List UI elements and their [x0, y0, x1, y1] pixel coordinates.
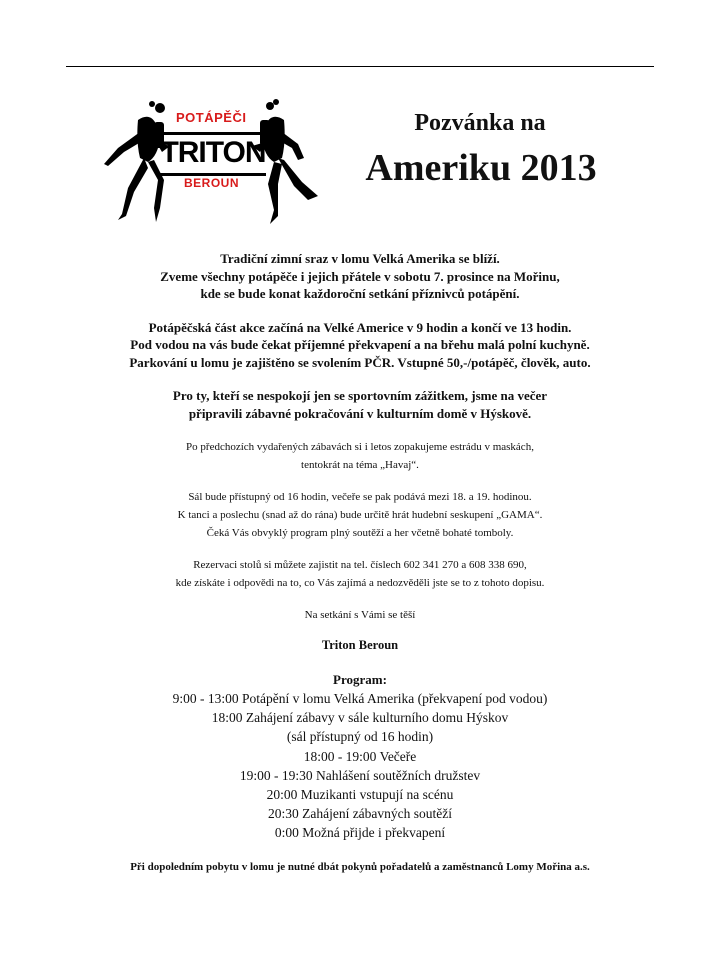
text-line: Po předchozích vydařených zábavách si i letos zopakujeme estrádu v maskách, — [186, 441, 534, 453]
top-rule — [66, 66, 654, 67]
logo-bottom-text: BEROUN — [184, 176, 240, 190]
text-line: K tanci a poslechu (snad až do rána) bude určitě hrát hudební seskupení „GAMA“. — [177, 509, 543, 521]
text-line: Potápěčská část akce začíná na Velké Americe v 9 hodin a končí ve 13 hodin. — [148, 319, 572, 335]
text-line: Parkování u lomu je zajištěno se svolením PČR. Vstupné 50,-/potápěč, člověk, auto. — [129, 354, 591, 370]
text-line: Čeká Vás obvyklý program plný soutěží a her včetně bohaté tomboly. — [206, 527, 514, 539]
logo-top-text: POTÁPĚČI — [176, 110, 247, 125]
text-line: tentokrát na téma „Havaj“. — [301, 459, 419, 471]
text-line: Rezervaci stolů si můžete zajistit na tel. číslech 602 341 270 a 608 338 690, — [193, 559, 527, 571]
text-line: kde získáte i odpovědi na to, co Vás zajímá a nedozvěděli jste se to z tohoto dopisu. — [175, 577, 545, 589]
title-line-2: Ameriku 2013 — [365, 147, 597, 189]
program-list — [60, 689, 660, 843]
text-line: Na setkání s Vámi se těší — [304, 609, 416, 621]
text-line: kde se bude konat každoroční setkání příznivců potápění. — [200, 286, 520, 301]
triton-logo — [98, 98, 324, 228]
program-item: 18:00 - 19:00 Večeře — [303, 748, 417, 764]
bold-paragraph — [60, 387, 660, 422]
program-item: 9:00 - 13:00 Potápění v lomu Velká Amerika (překvapení pod vodou) — [172, 691, 548, 706]
program-item: 20:30 Zahájení zábavných soutěží — [267, 806, 453, 822]
bold-paragraph — [60, 319, 660, 372]
text-line: Tradiční zimní sraz v lomu Velká Amerika se blíží. — [220, 251, 500, 266]
program-item: (sál přístupný od 16 hodin) — [286, 729, 434, 745]
text-line: Sál bude přístupný od 16 hodin, večeře se pak podává mezi 18. a 19. hodinou. — [188, 491, 532, 503]
text-line: Pod vodou na vás bude čekat příjemné překvapení a na břehu malá polní kuchyně. — [130, 337, 590, 352]
program-item: 19:00 - 19:30 Nahlášení soutěžních družstev — [239, 767, 481, 783]
logo-main-text: TRITON — [160, 132, 266, 176]
small-paragraph — [60, 488, 660, 542]
program-item: 20:00 Muzikanti vstupují na scénu — [266, 787, 454, 803]
title-line-1: Pozvánka na — [414, 110, 546, 136]
program-item: 18:00 Zahájení zábavy v sále kulturního domu Hýskov — [211, 710, 509, 726]
small-paragraph — [60, 556, 660, 592]
program-heading: Program: — [333, 672, 387, 687]
letter-body — [60, 250, 660, 873]
program-item: 0:00 Možná přijde i překvapení — [274, 825, 446, 841]
small-paragraph — [60, 438, 660, 474]
text-line: Zveme všechny potápěče i jejich přátele v sobotu 7. prosince na Mořinu, — [160, 268, 560, 284]
signature: Triton Beroun — [321, 638, 399, 652]
greeting — [60, 606, 660, 624]
footer-note: Při dopoledním pobytu v lomu je nutné dbát pokynů pořadatelů a zaměstnanců Lomy Mořina a.s. — [130, 860, 590, 873]
text-line: Pro ty, kteří se nespokojí jen se sportovním zážitkem, jsme na večer — [172, 388, 548, 403]
bold-paragraph — [60, 250, 660, 303]
text-line: připravili zábavné pokračování v kulturním domě v Hýskově. — [188, 405, 532, 421]
